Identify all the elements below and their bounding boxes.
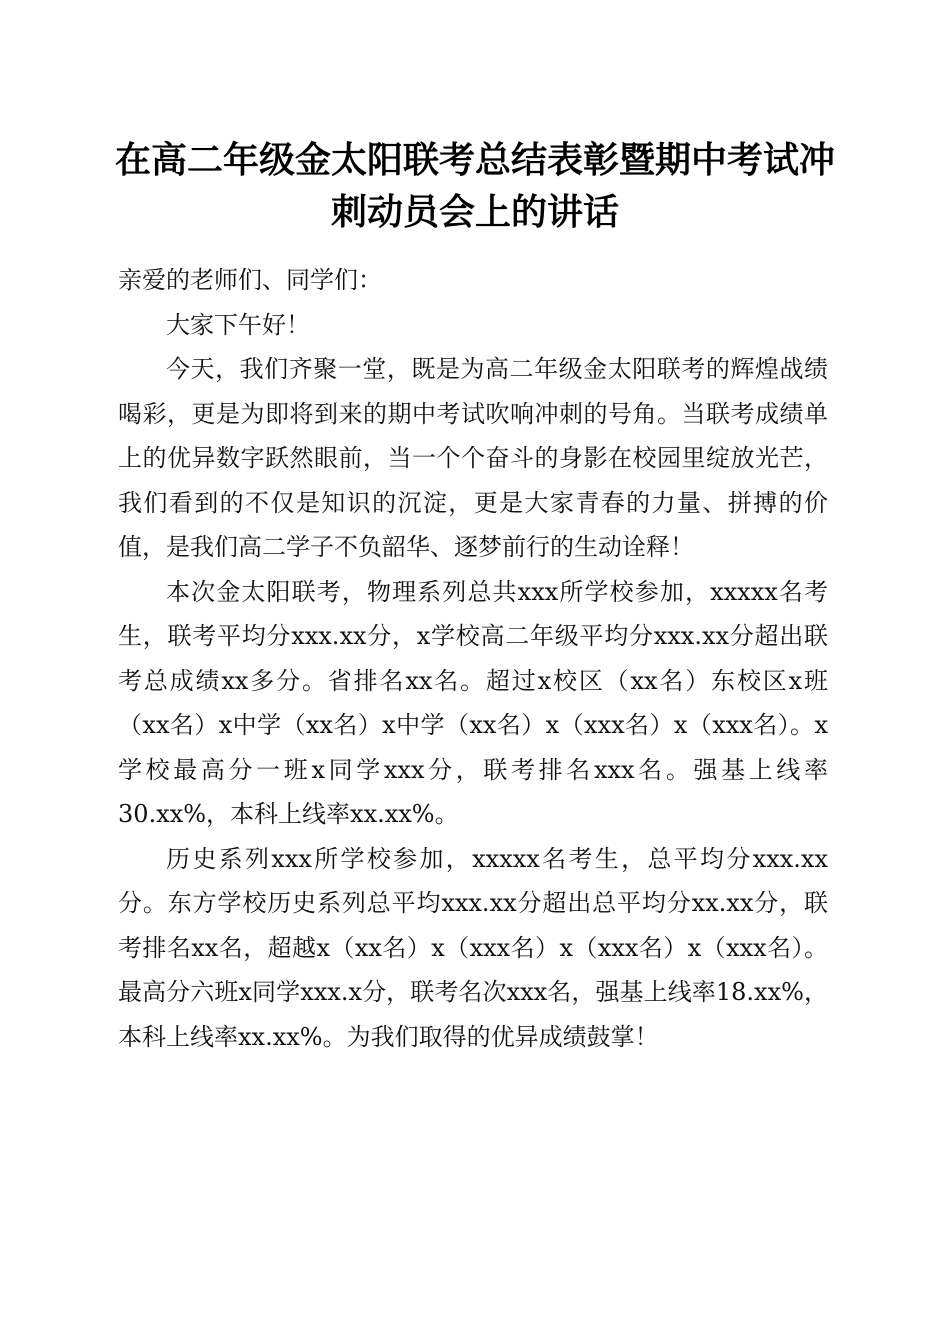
title-line-2: 刺动员会上的讲话: [330, 191, 619, 233]
greeting: 大家下午好！: [166, 310, 310, 339]
document-title: [100, 134, 850, 238]
paragraph-physics-results: 本次金太阳联考，物理系列总共xxx所学校参加，xxxxx名考生，联考平均分xxx.xx分，x学校高二年级平均分xxx.xx分超出联考总成绩xx多分。省排名xx名。超过x校区（xx名）东校区x班（xx名）x中学（xx名）x中学（xx名）x（xxx名）x（xxx名）。x学校最高分一班x同学xxx分，联考排名xxx名。强基上线率30.xx%，本科上线率xx.xx%。: [118, 577, 828, 828]
title-line-1: 在高二年级金太阳联考总结表彰暨期中考试冲: [114, 139, 835, 181]
paragraph-opening: 今天，我们齐聚一堂，既是为高二年级金太阳联考的辉煌战绩喝彩，更是为即将到来的期中考试吹响冲刺的号角。当联考成绩单上的优异数字跃然眼前，当一个个奋斗的身影在校园里绽放光芒，我们看到的不仅是知识的沉淀，更是大家青春的力量、拼搏的价值，是我们高二学子不负韶华、逐梦前行的生动诠释！: [118, 355, 828, 561]
speech-body: [118, 258, 828, 1059]
salutation: 亲爱的老师们、同学们：: [118, 266, 382, 294]
paragraph-history-results: 历史系列xxx所学校参加，xxxxx名考生，总平均分xxx.xx分。东方学校历史系列总平均xxx.xx分超出总平均分xx.xx分，联考排名xx名，超越x（xx名）x（xxx名）x（xxx名）x（xxx名）。最高分六班x同学xxx.x分，联考名次xxx名，强基上线率18.xx%，本科上线率xx.xx%。为我们取得的优异成绩鼓掌！: [118, 844, 828, 1051]
